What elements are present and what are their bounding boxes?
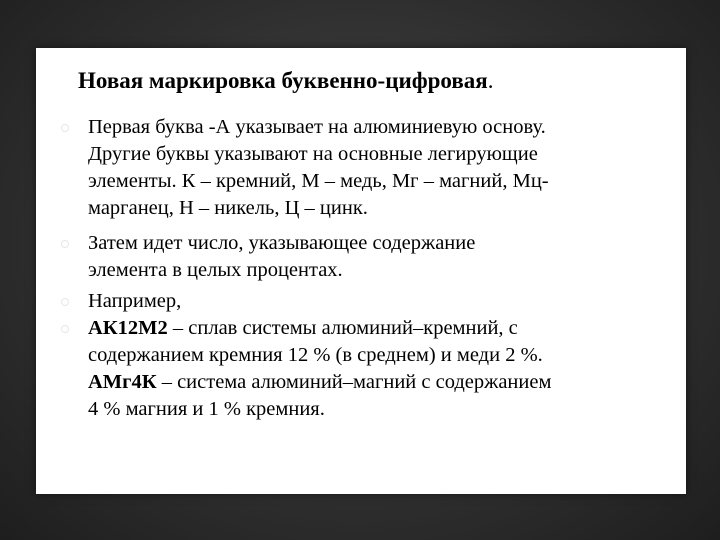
bullet-marker-icon xyxy=(61,298,69,306)
bullet-line: Другие буквы указывают на основные легирующие xyxy=(88,143,538,165)
slide-title-text: Новая маркировка буквенно-цифровая xyxy=(78,68,488,93)
bullet-line: Затем идет число, указывающее содержание xyxy=(88,232,476,254)
alloy-description: – сплав системы алюминий–кремний, с xyxy=(167,317,518,339)
slide-panel xyxy=(36,48,686,494)
bullet-item xyxy=(36,315,686,423)
slide-title xyxy=(78,68,668,94)
bullet-line: Первая буква -А указывает на алюминиевую основу. xyxy=(88,116,546,138)
bullet-line: марганец, Н – никель, Ц – цинк. xyxy=(88,197,368,219)
bullet-item xyxy=(36,288,686,315)
bullet-line: содержанием кремния 12 % (в среднем) и меди 2 %. xyxy=(88,344,543,366)
bullet-line xyxy=(88,369,676,396)
slide-title-period: . xyxy=(487,68,494,93)
bullet-line xyxy=(88,315,676,342)
bullet-list xyxy=(36,114,686,423)
bullet-line: 4 % магния и 1 % кремния. xyxy=(88,398,325,420)
bullet-line: элемента в целых процентах. xyxy=(88,259,343,281)
bullet-item xyxy=(36,114,686,222)
bullet-marker-icon xyxy=(61,124,69,132)
bullet-line: элементы. К – кремний, М – медь, Мг – магний, Мц- xyxy=(88,170,549,192)
alloy-code: АК12М2 xyxy=(88,317,168,339)
bullet-item xyxy=(36,230,686,284)
alloy-description: – система алюминий–магний с содержанием xyxy=(156,371,552,393)
bullet-marker-icon xyxy=(61,325,69,333)
bullet-line: Например, xyxy=(88,290,182,312)
bullet-marker-icon xyxy=(61,240,69,248)
alloy-code: АМг4К xyxy=(88,371,157,393)
